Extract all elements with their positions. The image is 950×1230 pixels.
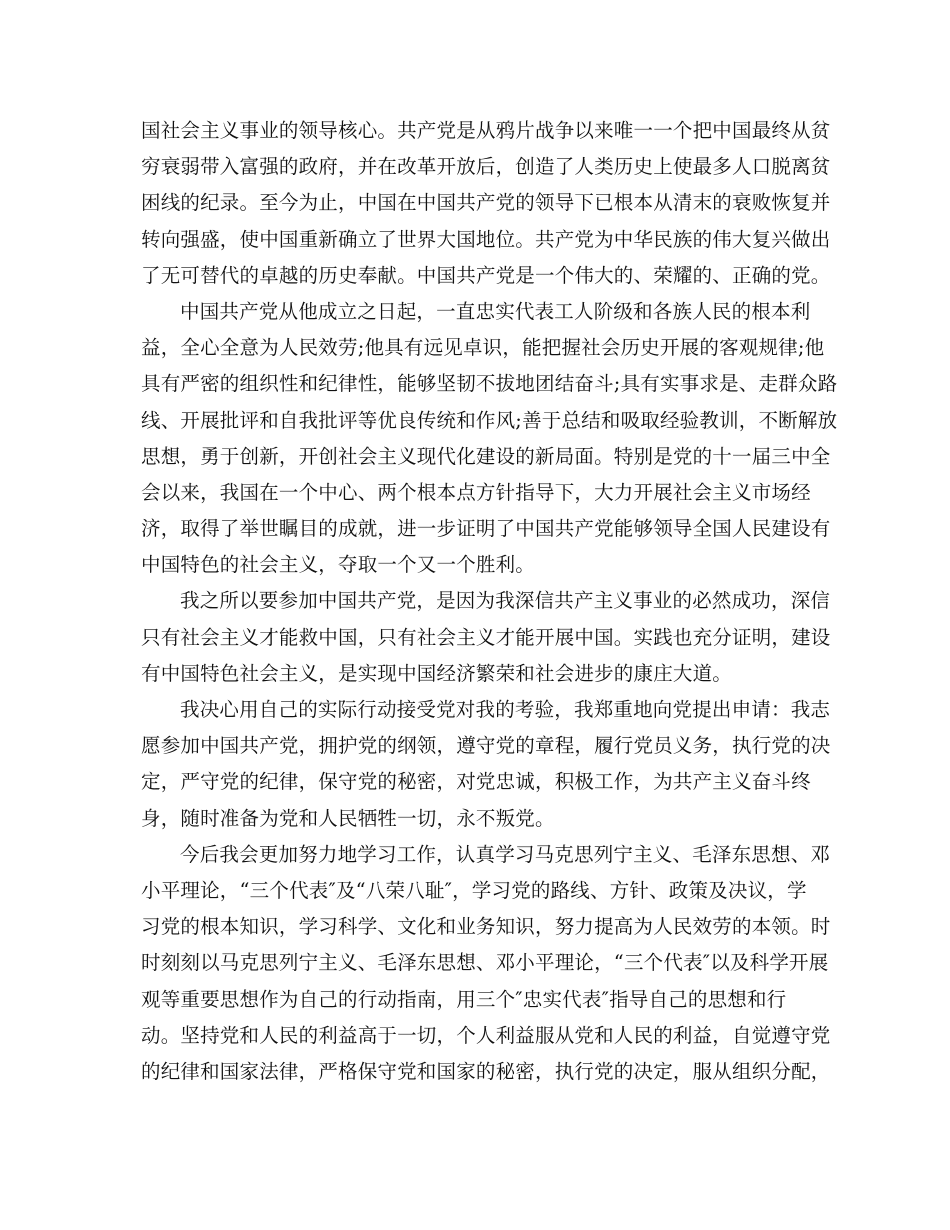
text-line: 只有社会主义才能救中国，只有社会主义才能开展中国。实践也充分证明，建设 [141, 625, 831, 649]
text-line: 济，取得了举世瞩目的成就，进一步证明了中国共产党能够领导全国人民建设有 [141, 517, 831, 541]
paragraph-first-line: 我之所以要参加中国共产党，是因为我深信共产主义事业的必然成功，深信 [180, 589, 831, 613]
text-line: 中国特色的社会主义，夺取一个又一个胜利。 [141, 553, 536, 577]
text-line: 困线的纪录。至今为止，中国在中国共产党的领导下已根本从清末的衰败恢复并 [141, 191, 831, 215]
text-line: 会以来，我国在一个中心、两个根本点方针指导下，大力开展社会主义市场经 [141, 480, 811, 504]
text-line: 愿参加中国共产党，拥护党的纲领，遵守党的章程，履行党员义务，执行党的决 [141, 734, 831, 758]
text-line: 线、开展批评和自我批评等优良传统和作风;善于总结和吸取经验教训，不断解放 [141, 408, 838, 432]
text-line: 具有严密的组织性和纪律性，能够坚韧不拔地团结奋斗;具有实事求是、走群众路 [141, 372, 838, 396]
text-line: 国社会主义事业的领导核心。共产党是从鸦片战争以来唯一一个把中国最终从贫 [141, 119, 831, 142]
text-line: 习党的根本知识，学习科学、文化和业务知识，努力提高为人民效劳的本领。时 [141, 915, 831, 939]
text-line: 定，严守党的纪律，保守党的秘密，对党忠诚，积极工作，为共产主义奋斗终 [141, 770, 811, 794]
text-line: 小平理论，“三个代表″及“八荣八耻″，学习党的路线、方针、政策及决议，学 [141, 878, 807, 902]
text-line: 的纪律和国家法律，严格保守党和国家的秘密，执行党的决定，服从组织分配， [141, 1059, 831, 1083]
text-line: 动。坚持党和人民的利益高于一切，个人利益服从党和人民的利益，自觉遵守党 [141, 1023, 831, 1047]
paragraph-first-line: 中国共产党从他成立之日起，一直忠实代表工人阶级和各族人民的根本利 [180, 299, 811, 323]
text-line: 思想，勇于创新，开创社会主义现代化建设的新局面。特别是党的十一届三中全 [141, 444, 831, 468]
text-line: 穷衰弱带入富强的政府，并在改革开放后，创造了人类历史上使最多人口脱离贫 [141, 155, 831, 179]
paragraph-first-line: 我决心用自己的实际行动接受党对我的考验，我郑重地向党提出申请：我志 [180, 698, 831, 721]
text-line: 了无可替代的卓越的历史奉献。中国共产党是一个伟大的、荣耀的、正确的党。 [141, 263, 831, 287]
text-line: 观等重要思想作为自己的行动指南，用三个″忠实代表″指导自己的思想和行 [141, 987, 787, 1011]
text-line: 转向强盛，使中国重新确立了世界大国地位。共产党为中华民族的伟大复兴做出 [141, 227, 831, 251]
text-line: 益，全心全意为人民效劳;他具有远见卓识，能把握社会历史开展的客观规律;他 [141, 336, 825, 360]
text-line: 身，随时准备为党和人民牺牲一切，永不叛党。 [141, 806, 555, 830]
paragraph-first-line: 今后我会更加努力地学习工作，认真学习马克思列宁主义、毛泽东思想、邓 [180, 842, 831, 866]
text-line: 时刻刻以马克思列宁主义、毛泽东思想、邓小平理论，“三个代表″以及科学开展 [141, 951, 829, 975]
text-line: 有中国特色社会主义，是实现中国经济繁荣和社会进步的康庄大道。 [141, 661, 733, 685]
